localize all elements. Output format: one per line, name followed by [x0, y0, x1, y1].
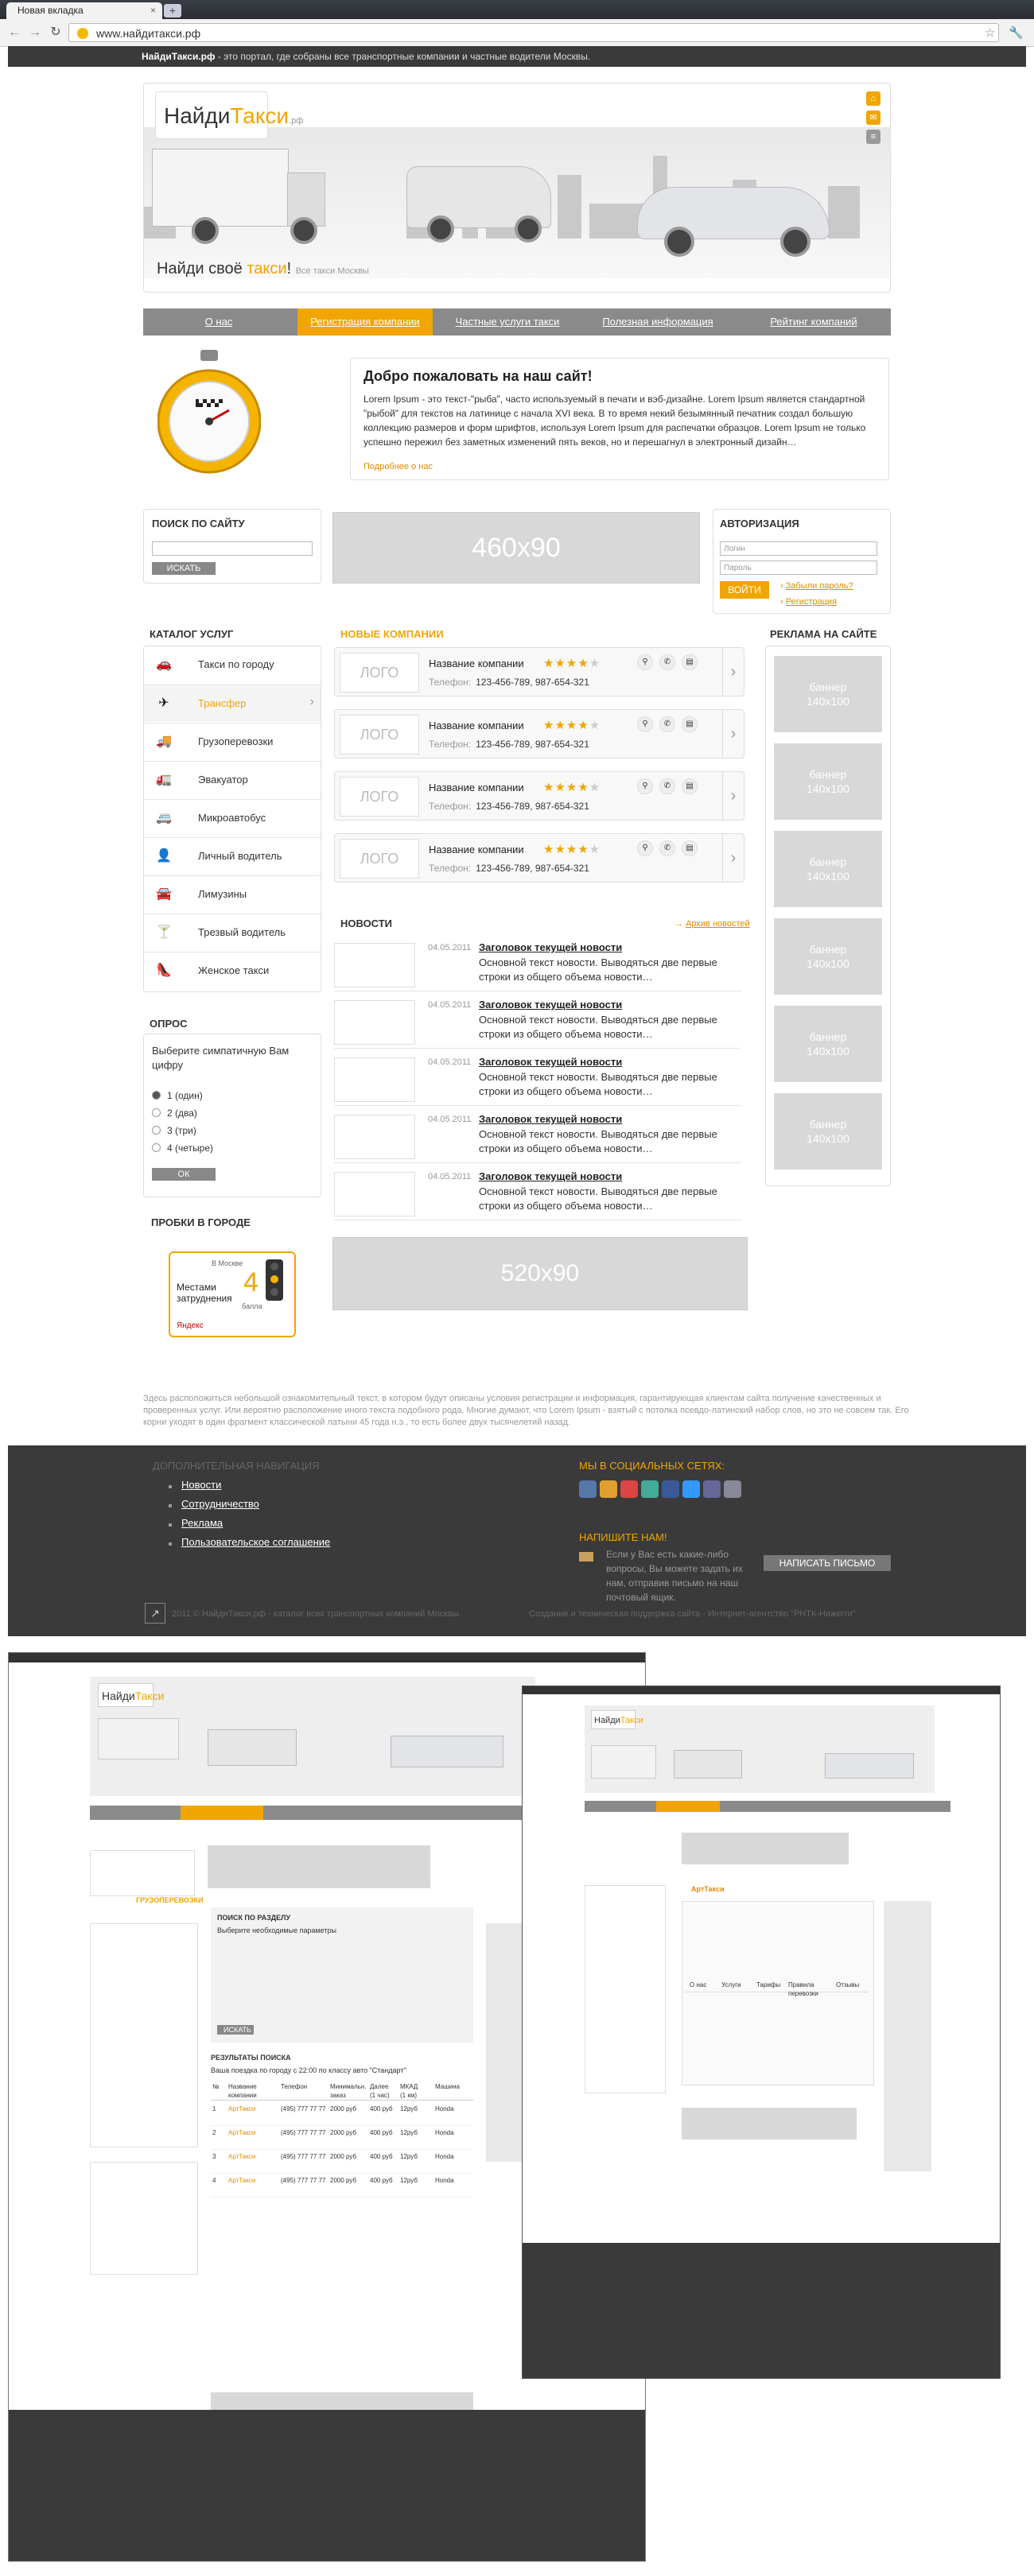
- logo-suffix: .рф: [289, 116, 304, 126]
- page-thumbnail-cargo: НайдиТакси ГРУЗОПЕРЕВОЗКИ ПОИСК ПО РАЗДЕЛУ Выберите необходимые параметры ИСКАТЬ РЕЗУЛЬТАТЫ ПОИСКА Ваша поездка по городу с 22:00 по классу авто "Стандарт" № Название компании Телефон Минимальн. заказ Далее (1 час) МКАД (1 км) Машина 1 АртТакси (495) 777 77 77 2000 руб 400 руб 12руб Honda 2 АртТакси (495) 777 77 77 2000 руб 400 руб 12руб Honda 3 АртТакси (495) 777 77 77 2000 руб 400 руб 12руб Honda 4 АртТакси (495) 777 77 77 2000 руб 400 руб 12руб Honda: [8, 1652, 646, 2562]
- banner-140[interactable]: [774, 743, 882, 820]
- traffic-status: Местами затруднения: [177, 1282, 232, 1304]
- cell: (495) 777 77 77: [281, 2129, 326, 2136]
- news-item: [334, 1110, 741, 1163]
- new-companies-title: НОВЫЕ КОМПАНИИ: [340, 628, 444, 640]
- news-thumbnail[interactable]: [334, 1172, 415, 1216]
- address-url: www.найдитакси.рф: [96, 27, 201, 40]
- auth-panel: [713, 509, 891, 614]
- cell: Honda: [435, 2153, 454, 2160]
- new-tab-button[interactable]: +: [164, 4, 181, 17]
- password-field[interactable]: Пароль: [720, 561, 877, 575]
- menu-item-private[interactable]: Частные услуги такси: [455, 316, 560, 328]
- cell: (495) 777 77 77: [281, 2153, 326, 2160]
- tab[interactable]: Услуги: [721, 1981, 741, 1988]
- cell: 400 руб: [370, 2153, 393, 2160]
- tab[interactable]: О нас: [690, 1981, 707, 1988]
- cell: 12руб: [400, 2105, 418, 2112]
- news-thumbnail[interactable]: [334, 1115, 415, 1159]
- banner-size: 140x100: [807, 695, 849, 708]
- slogan-suffix: !: [286, 260, 292, 277]
- poll-option[interactable]: [152, 1143, 213, 1154]
- browser-toolbar: [0, 19, 1034, 47]
- news-item: [334, 995, 741, 1049]
- poll-option[interactable]: [152, 1125, 196, 1136]
- footer-link-news[interactable]: Новости: [181, 1479, 222, 1491]
- social-livejournal-icon[interactable]: [703, 1480, 721, 1498]
- cell: АртТакси: [228, 2177, 256, 2184]
- cell: 12руб: [400, 2153, 418, 2160]
- poll-panel: [143, 1034, 321, 1197]
- car-icon: 🚗: [156, 658, 172, 671]
- catalog-list: [143, 646, 321, 992]
- news-archive-link[interactable]: → Архив новостей: [674, 919, 750, 929]
- minibus-icon: 🚐: [156, 811, 172, 824]
- catalog-item-women[interactable]: [144, 952, 321, 989]
- traffic-title: ПРОБКИ В ГОРОДЕ: [151, 1216, 251, 1228]
- rating-stars: ★★★★★: [543, 719, 601, 732]
- banner-label: баннер: [809, 855, 847, 868]
- social-twitter-icon[interactable]: [682, 1480, 700, 1498]
- site-tagline: - это портал, где собраны все транспортные компании и частные водители Москвы.: [215, 51, 591, 62]
- cell: 2000 руб: [330, 2105, 357, 2112]
- company-logo: ЛОГО: [340, 839, 419, 879]
- cell: 2: [212, 2129, 216, 2136]
- phone-icon[interactable]: ✆: [659, 654, 675, 670]
- tab[interactable]: Правила перевозки: [788, 1981, 818, 1997]
- about-more-link[interactable]: Подробнее о нас: [363, 462, 433, 471]
- company-phone: [429, 801, 589, 812]
- footer-link-ads[interactable]: Реклама: [181, 1517, 224, 1529]
- cell: Honda: [435, 2129, 454, 2136]
- thumb-filter-title: ПОИСК ПО РАЗДЕЛУ: [217, 1914, 291, 1922]
- menu-item-rating[interactable]: Рейтинг компаний: [770, 316, 857, 328]
- no-alcohol-icon: 🍸: [156, 925, 172, 939]
- banner-size: 140x100: [807, 870, 849, 883]
- option-label: 3 (три): [167, 1125, 196, 1136]
- forgot-label: Забыли пароль?: [785, 581, 853, 591]
- rating-stars: ★★★★★: [543, 843, 601, 856]
- company-name[interactable]: Название компании: [429, 844, 524, 855]
- catalog-item-city-taxi[interactable]: [144, 646, 321, 683]
- banner-140[interactable]: [774, 656, 882, 732]
- welcome-text: Lorem Ipsum - это текст-"рыба", часто используемый в печати и вэб-дизайне. Lorem Ipsum является стандартной "рыбой" для текстов на латинице с начала XVI века. В то время некий безымянный печатник создал большую коллекцию размеров и форм шрифтов, используя Lorem Ipsum для распечатки образцов. Lorem Ipsum не только успешно пережил без заметных изменений пять веков, но и перешагнул в электронный дизайн…: [363, 394, 866, 448]
- stopwatch-image: [157, 347, 261, 480]
- mobile-icon[interactable]: ▤: [682, 654, 698, 670]
- news-headline[interactable]: Заголовок текущей новости: [479, 999, 623, 1011]
- mobile-icon[interactable]: ▤: [682, 778, 698, 794]
- news-item: [334, 938, 741, 991]
- seo-text: Здесь расположиться небольшой ознакомительный текст, в котором будут описаны условия регистрации и информация, гарантирующая клиентам сайта получение качественных и проверенных услуг. Или вероятно расположение иного текста подобного рода. Многие думают, что Lorem Ipsum - взятый с потолка псевдо-латинский набор слов, но это не совсем так. Его корни уходят в один фрагмент классической латыни 45 года н.э., то есть более двух тысячелетий назад.: [143, 1394, 909, 1427]
- auth-title: АВТОРИЗАЦИЯ: [720, 518, 799, 530]
- back-arrow-icon[interactable]: ←: [8, 25, 21, 39]
- thumb-table-row[interactable]: [211, 2152, 473, 2174]
- company-card[interactable]: [334, 833, 744, 883]
- site-footer: [8, 1445, 1026, 1636]
- social-facebook-icon[interactable]: [662, 1480, 679, 1498]
- key-icon[interactable]: ⚲: [637, 654, 653, 670]
- news-item: [334, 1053, 741, 1106]
- social-title: МЫ В СОЦИАЛЬНЫХ СЕТЯХ:: [579, 1460, 725, 1472]
- company-name[interactable]: Название компании: [429, 782, 524, 793]
- news-date: 04.05.2011: [428, 1057, 472, 1067]
- poll-title: ОПРОС: [150, 1018, 188, 1030]
- phone-value: 123-456-789, 987-654-321: [476, 801, 589, 812]
- envelope-icon: [579, 1552, 593, 1562]
- phone-value: 123-456-789, 987-654-321: [476, 863, 589, 874]
- thumb-results-title: РЕЗУЛЬТАТЫ ПОИСКА: [211, 2054, 291, 2062]
- company-name[interactable]: Название компании: [429, 658, 524, 669]
- news-thumbnail[interactable]: [334, 943, 415, 987]
- truck-icon: 🚚: [156, 735, 172, 748]
- catalog-item-minibus[interactable]: [144, 799, 321, 836]
- cell: 400 руб: [370, 2129, 393, 2136]
- phone-label: Телефон:: [429, 801, 472, 812]
- news-date: 04.05.2011: [428, 1172, 472, 1181]
- news-headline[interactable]: Заголовок текущей новости: [479, 941, 623, 953]
- phone-value: 123-456-789, 987-654-321: [476, 677, 589, 688]
- catalog-label: Лимузины: [198, 888, 247, 900]
- banner-140[interactable]: [774, 918, 882, 995]
- col-header: Машина: [435, 2083, 460, 2090]
- option-label: 4 (четыре): [167, 1143, 213, 1154]
- traffic-unit: балла: [242, 1302, 262, 1310]
- login-button[interactable]: ВОЙТИ: [720, 581, 769, 599]
- thumb-company-name: АртТакси: [691, 1885, 725, 1893]
- key-icon[interactable]: ⚲: [637, 778, 653, 794]
- site-name: НайдиТакси.рф: [142, 51, 216, 62]
- traffic-light-icon: [266, 1259, 283, 1301]
- reload-icon[interactable]: ↻: [50, 25, 61, 39]
- thumb-find-button[interactable]: ИСКАТЬ: [224, 2026, 251, 2034]
- news-date: 04.05.2011: [428, 1115, 472, 1124]
- poll-option[interactable]: [152, 1090, 203, 1101]
- catalog-label: Грузоперевозки: [198, 735, 274, 747]
- phone-value: 123-456-789, 987-654-321: [476, 739, 589, 750]
- thumb-table-row[interactable]: [211, 2128, 473, 2150]
- key-icon[interactable]: ⚲: [637, 840, 653, 856]
- site-header: [143, 83, 891, 293]
- banner-label: баннер: [809, 943, 847, 956]
- news-text: Основной текст новости. Выводяться две первые строки из общего объема новости…: [479, 1128, 717, 1154]
- logo-text: Найди: [164, 103, 231, 128]
- company-phone: [429, 677, 589, 688]
- news-headline[interactable]: Заголовок текущей новости: [479, 1056, 623, 1068]
- poll-option[interactable]: [152, 1108, 197, 1119]
- catalog-label: Микроавтобус: [198, 812, 266, 824]
- chevron-right-icon[interactable]: ›: [722, 710, 744, 758]
- traffic-widget[interactable]: [169, 1251, 296, 1337]
- write-us-text: Если у Вас есть какие-либо вопросы, Вы можете задать их нам, отправив письмо на наш почтовый ящик.: [606, 1549, 743, 1603]
- banner-size: 140x100: [807, 782, 849, 795]
- forward-arrow-icon[interactable]: →: [29, 25, 41, 39]
- bookmark-star-icon[interactable]: ☆: [985, 26, 996, 40]
- banner-size: 140x100: [807, 1132, 849, 1145]
- catalog-label: Такси по городу: [198, 658, 274, 670]
- news-item: [334, 1167, 741, 1220]
- key-icon[interactable]: ⚲: [637, 716, 653, 732]
- banner-label: баннер: [809, 1118, 847, 1131]
- scroll-up-icon[interactable]: ↗: [145, 1603, 165, 1624]
- cell: 400 руб: [370, 2177, 393, 2184]
- catalog-item-limo[interactable]: [144, 875, 321, 913]
- company-phone: [429, 863, 589, 874]
- top-strip: [8, 46, 1026, 67]
- banner-label: баннер: [809, 1030, 847, 1043]
- cell: АртТакси: [228, 2153, 256, 2160]
- thumb-company-tabs: [685, 1980, 868, 1997]
- banner-140[interactable]: [774, 1093, 882, 1170]
- cell: 2000 руб: [330, 2153, 357, 2160]
- banner-520[interactable]: 520x90: [332, 1237, 748, 1310]
- slogan-sub: Все такси Москвы: [295, 266, 369, 276]
- cell: (495) 777 77 77: [281, 2177, 326, 2184]
- social-rss-icon[interactable]: [724, 1480, 741, 1498]
- tab[interactable]: Тарифы: [756, 1981, 781, 1988]
- write-us-title: НАПИШИТЕ НАМ!: [579, 1531, 667, 1543]
- chevron-right-icon[interactable]: ›: [722, 772, 744, 820]
- slogan-prefix: Найди своё: [157, 260, 247, 277]
- phone-label: Телефон:: [429, 739, 472, 750]
- phone-icon[interactable]: ✆: [659, 778, 675, 794]
- news-thumbnail[interactable]: [334, 1057, 415, 1102]
- menu-item-about[interactable]: О нас: [204, 316, 233, 328]
- company-logo: ЛОГО: [340, 715, 419, 755]
- thumb-table-row[interactable]: [211, 2176, 473, 2198]
- banner-460[interactable]: 460x90: [332, 512, 700, 584]
- company-logo: ЛОГО: [340, 777, 419, 817]
- tab[interactable]: Отзывы: [836, 1981, 860, 1988]
- ads-column: [765, 646, 891, 1186]
- cell: (495) 777 77 77: [281, 2105, 326, 2112]
- thumb-filter-hint: Выберите необходимые параметры: [217, 1926, 336, 1934]
- page-thumbnail-company: НайдиТакси АртТакси О нас Услуги Тарифы Правила перевозки Отзывы: [522, 1686, 1001, 2379]
- yandex-logo: Яндекс: [177, 1321, 204, 1330]
- welcome-title: Добро пожаловать на наш сайт!: [363, 368, 593, 384]
- phone-icon[interactable]: ✆: [659, 840, 675, 856]
- copyright: 2011 © НайдиТакси.рф - каталог всех транспортных компаний Москвы.: [172, 1609, 461, 1619]
- news-headline[interactable]: Заголовок текущей новости: [479, 1170, 623, 1182]
- close-tab-icon[interactable]: ×: [150, 5, 156, 16]
- phone-label: Телефон:: [429, 677, 472, 688]
- person-icon: 👤: [156, 849, 172, 863]
- ads-title: РЕКЛАМА НА САЙТЕ: [770, 628, 877, 640]
- register-label: Регистрация: [785, 597, 838, 607]
- browser-tab-bar: [0, 0, 1034, 19]
- slogan: [157, 260, 369, 278]
- social-liveinternet-icon[interactable]: [641, 1480, 659, 1498]
- slogan-accent: такси: [247, 260, 287, 277]
- poll-ok-button[interactable]: ОК: [152, 1168, 216, 1181]
- archive-label: Архив новостей: [686, 919, 750, 929]
- mobile-icon[interactable]: ▤: [682, 716, 698, 732]
- site-search-panel: [143, 509, 321, 584]
- cell: 2000 руб: [330, 2177, 357, 2184]
- logo-accent: Такси: [230, 103, 290, 128]
- cell: 2000 руб: [330, 2129, 357, 2136]
- cell: 12руб: [400, 2129, 418, 2136]
- cell: 400 руб: [370, 2105, 393, 2112]
- catalog-item-transfer[interactable]: [144, 685, 321, 722]
- option-label: 1 (один): [167, 1090, 203, 1101]
- catalog-label: Личный водитель: [198, 850, 282, 862]
- tow-truck-icon: 🚛: [156, 773, 172, 786]
- social-vk-icon[interactable]: [579, 1480, 597, 1498]
- thumb-table-header: [211, 2082, 473, 2101]
- news-thumbnail[interactable]: [334, 1000, 415, 1045]
- register-link[interactable]: › Регистрация: [780, 597, 838, 607]
- search-title: ПОИСК ПО САЙТУ: [152, 518, 245, 530]
- cell: АртТакси: [228, 2129, 256, 2136]
- footer-nav-title: ДОПОЛНИТЕЛЬНАЯ НАВИГАЦИЯ: [153, 1460, 320, 1472]
- news-text: Основной текст новости. Выводяться две первые строки из общего объема новости…: [479, 1071, 717, 1097]
- col-header: Далее (1 час): [370, 2083, 390, 2099]
- company-phone: [429, 739, 589, 750]
- limousine-icon: 🚘: [156, 887, 172, 901]
- write-letter-button[interactable]: НАПИСАТЬ ПИСЬМО: [764, 1555, 891, 1571]
- catalog-item-driver[interactable]: [144, 837, 321, 875]
- col-header: Минимальн. заказ: [330, 2083, 367, 2099]
- catalog-label: Трезвый водитель: [198, 926, 286, 938]
- search-button[interactable]: ИСКАТЬ: [152, 562, 216, 575]
- banner-140[interactable]: [774, 1006, 882, 1082]
- news-text: Основной текст новости. Выводяться две первые строки из общего объема новости…: [479, 1014, 717, 1040]
- news-date: 04.05.2011: [428, 943, 472, 952]
- banner-label: баннер: [809, 681, 847, 693]
- chevron-right-icon: ›: [309, 695, 314, 708]
- catalog-item-cargo[interactable]: [144, 723, 321, 760]
- search-input[interactable]: [152, 541, 313, 556]
- cell: 3: [212, 2153, 216, 2160]
- banner-size: 140x100: [807, 1045, 849, 1057]
- login-field[interactable]: Логин: [720, 541, 877, 556]
- sitemap-icon[interactable]: ≡: [866, 130, 880, 144]
- footer-link-agreement[interactable]: Пользовательское соглашение: [181, 1536, 331, 1548]
- col-header: Название компании: [228, 2083, 257, 2099]
- thumb-table-row[interactable]: [211, 2105, 473, 2126]
- traffic-score: 4: [243, 1267, 258, 1298]
- forgot-password-link[interactable]: › Забыли пароль?: [780, 581, 853, 591]
- catalog-item-tow[interactable]: [144, 761, 321, 798]
- col-header: МКАД (1 км): [400, 2083, 418, 2099]
- welcome-box: [350, 358, 889, 480]
- poll-question: Выберите симпатичную Вам цифру: [152, 1045, 290, 1071]
- cell: Honda: [435, 2177, 454, 2184]
- social-odnoklassniki-icon[interactable]: [600, 1480, 617, 1498]
- news-headline[interactable]: Заголовок текущей новости: [479, 1113, 623, 1125]
- menu-item-useful[interactable]: Полезная информация: [602, 316, 713, 328]
- news-text: Основной текст новости. Выводяться две первые строки из общего объема новости…: [479, 1185, 717, 1212]
- cell: Honda: [435, 2105, 454, 2112]
- rating-stars: ★★★★★: [543, 657, 601, 670]
- site-favicon: [77, 28, 88, 39]
- catalog-label: Трансфер: [198, 697, 247, 709]
- wrench-icon[interactable]: 🔧: [1009, 26, 1024, 40]
- cell: 12руб: [400, 2177, 418, 2184]
- company-logo: ЛОГО: [340, 653, 419, 692]
- address-bar[interactable]: [68, 23, 999, 42]
- main-menu: [143, 308, 891, 336]
- browser-tab[interactable]: [6, 2, 162, 19]
- news-date: 04.05.2011: [428, 1000, 472, 1010]
- phone-icon[interactable]: ✆: [659, 716, 675, 732]
- catalog-title: КАТАЛОГ УСЛУГ: [150, 628, 234, 640]
- rating-stars: ★★★★★: [543, 781, 601, 794]
- truck-image: [152, 149, 289, 227]
- catalog-label: Женское такси: [198, 964, 270, 976]
- news-title: НОВОСТИ: [340, 918, 393, 929]
- traffic-city: В Москве: [212, 1259, 243, 1267]
- plane-icon: ✈: [158, 696, 169, 710]
- cell: АртТакси: [228, 2105, 256, 2112]
- thumb-section-title: ГРУЗОПЕРЕВОЗКИ: [136, 1896, 204, 1904]
- news-text: Основной текст новости. Выводяться две первые строки из общего объема новости…: [479, 956, 717, 983]
- social-moimir-icon[interactable]: [620, 1480, 638, 1498]
- tab-title: Новая вкладка: [17, 5, 84, 16]
- menu-item-register[interactable]: Регистрация компании: [297, 308, 433, 336]
- banner-label: баннер: [809, 768, 847, 781]
- company-card[interactable]: [334, 771, 744, 821]
- catalog-label: Эвакуатор: [198, 774, 248, 786]
- catalog-item-sober[interactable]: [144, 914, 321, 951]
- chevron-right-icon[interactable]: ›: [722, 648, 744, 696]
- mail-icon[interactable]: ✉: [866, 111, 880, 125]
- col-header: №: [212, 2083, 220, 2090]
- footer-link-partners[interactable]: Сотрудничество: [181, 1498, 259, 1510]
- company-card[interactable]: [334, 647, 744, 696]
- company-card[interactable]: [334, 709, 744, 758]
- banner-140[interactable]: [774, 831, 882, 907]
- mobile-icon[interactable]: ▤: [682, 840, 698, 856]
- credit[interactable]: Создание и техническая поддержка сайта - Интернет-агентство "РНТК-Нижегги": [529, 1609, 856, 1619]
- phone-label: Телефон:: [429, 863, 472, 874]
- option-label: 2 (два): [167, 1108, 197, 1119]
- cell: 4: [212, 2177, 216, 2184]
- chevron-right-icon[interactable]: ›: [722, 834, 744, 882]
- company-name[interactable]: Название компании: [429, 720, 524, 731]
- col-header: Телефон: [281, 2083, 308, 2090]
- banner-size: 140x100: [807, 957, 849, 970]
- site-logo[interactable]: [155, 91, 304, 139]
- home-icon[interactable]: ⌂: [866, 91, 880, 106]
- cell: 1: [212, 2105, 216, 2112]
- high-heel-icon: 👠: [156, 964, 172, 977]
- thumb-results-hint: Ваша поездка по городу с 22:00 по классу авто "Стандарт": [211, 2066, 406, 2074]
